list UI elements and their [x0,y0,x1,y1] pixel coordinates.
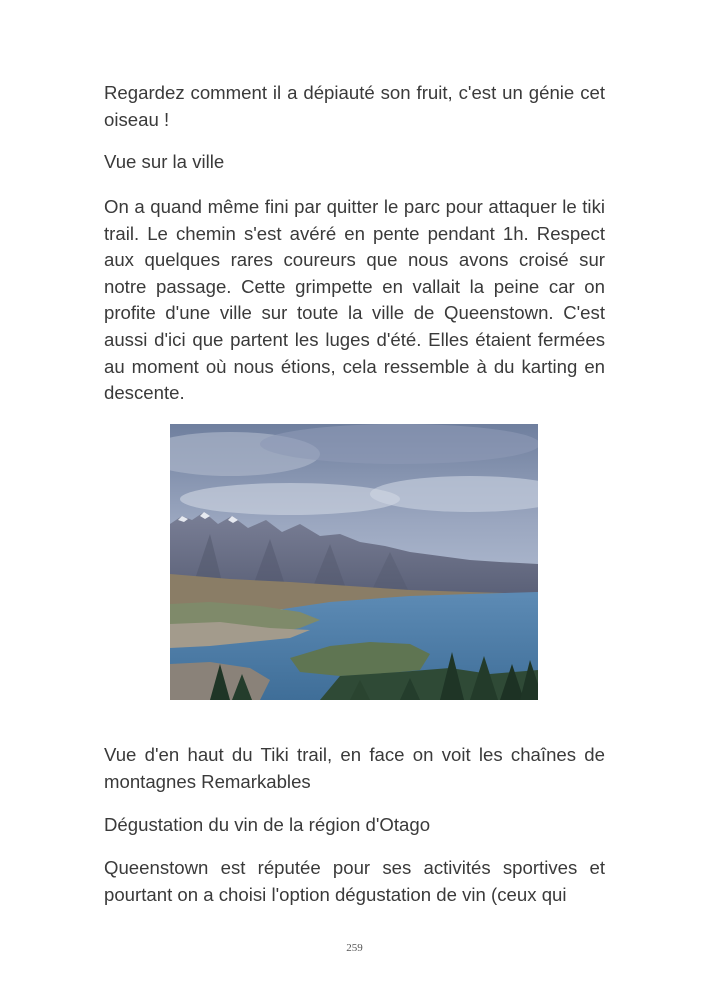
paragraph-city-view-heading: Vue sur la ville [104,151,225,172]
paragraph-bird: Regardez comment il a dépiauté son fruit, c'est un génie cet oiseau ! [104,82,605,130]
paragraph-tiki-trail: On a quand même fini par quitter le parc pour attaquer le tiki trail. Le chemin s'est avéré en pente pendant 1h. Respect aux quelques rares coureurs que nous avons croisé sur notre passage. Cette grimpette en vallait la peine car on profite d'une ville sur toute la ville de Queenstown. C'est aussi d'ici que partent les luges d'été. Elles étaient fermées au moment où nous étions, cela ressemble à du karting en descente. [104,196,605,404]
paragraph-wine-heading: Dégustation du vin de la région d'Otago [104,814,431,835]
paragraph-photo-caption: Vue d'en haut du Tiki trail, en face on voit les chaînes de montagnes Remarkables [104,744,605,792]
page-number: 259 [346,942,363,954]
queenstown-landscape-photo [170,424,538,700]
paragraph-wine-tasting: Queenstown est réputée pour ses activités sportives et pourtant on a choisi l'option dégustation de vin (ceux qui [104,857,605,905]
